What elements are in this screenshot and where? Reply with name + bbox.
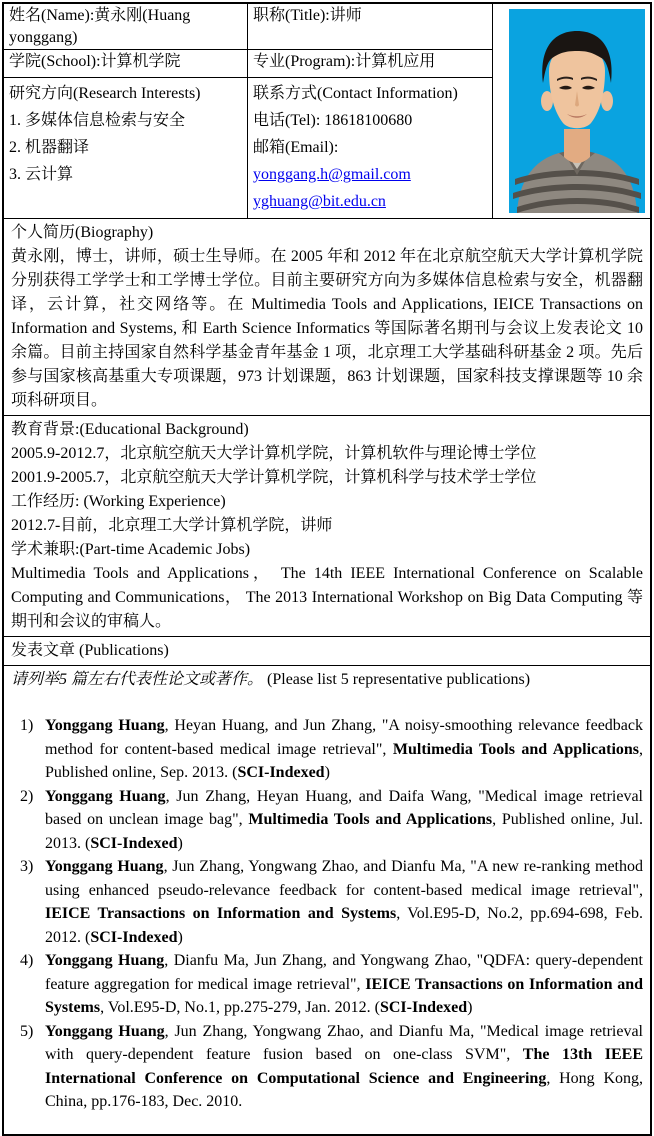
profile-photo	[509, 9, 645, 213]
email-link[interactable]: yghuang@bit.edu.cn	[253, 193, 386, 210]
publication-number: 3)	[20, 858, 34, 875]
research-items	[9, 107, 242, 188]
school-text: 学院(School):计算机学院	[9, 53, 181, 70]
contact-cell	[248, 78, 493, 218]
profile-table	[4, 4, 650, 218]
title-cell	[248, 4, 493, 50]
contact-email-label: 邮箱(Email):	[253, 139, 339, 156]
publication-number: 4)	[20, 952, 34, 969]
name-cell	[4, 4, 248, 50]
background-lines	[11, 418, 643, 634]
contact-tel: 电话(Tel): 18618100680	[253, 112, 413, 129]
contact-header: 联系方式(Contact Information)	[253, 85, 458, 102]
background-line: 学术兼职:(Part-time Academic Jobs)	[11, 541, 251, 558]
research-header: 研究方向(Research Interests)	[9, 85, 201, 102]
publications-section	[4, 665, 650, 1134]
biography-header: 个人简历(Biography)	[11, 224, 154, 241]
photo-cell	[493, 4, 650, 218]
background-section	[4, 415, 650, 636]
publications-intro-english: (Please list 5 representative publications)	[263, 671, 531, 688]
publication-item: 2) Yonggang Huang, Jun Zhang, Heyan Huang, and Daifa Wang, "Medical image retrieval based on unclean image bag", Multimedia Tools and Applications, Published online, Jul. 2013. (SCI-Indexed)	[11, 785, 643, 856]
research-item: 2. 机器翻译	[9, 139, 90, 156]
biography-text: 黄永刚，博士，讲师，硕士生导师。在 2005 年和 2012 年在北京航空航天大学计算机学院分别获得工学学士和工学博士学位。目前主要研究方向为多媒体信息检索与安全，机器翻译，云计算，社交网络等。在 Multimedia Tools and Applications, IEICE Transactions on Information and Systems, 和 Earth Science Informatics 等国际著名期刊与会议上发表论文 10 余篇。目前主持国家自然科学基金青年基金 1 项，北京理工大学基础科研基金 2 项。先后参与国家核高基重大专项课题，973 计划课题，863 计划课题，国家科技支撑课题等 10 余项科研项目。	[11, 248, 643, 409]
background-line: 工作经历: (Working Experience)	[11, 493, 226, 510]
background-line: 教育背景:(Educational Background)	[11, 421, 249, 438]
publication-number: 1)	[20, 717, 34, 734]
publications-list	[11, 714, 643, 1114]
title-text: 职称(Title):讲师	[253, 7, 362, 24]
email-link[interactable]: yonggang.h@gmail.com	[253, 166, 411, 183]
program-text: 专业(Program):计算机应用	[253, 53, 436, 70]
publications-header-row	[4, 636, 650, 665]
research-item: 3. 云计算	[9, 166, 74, 183]
publication-item: 5) Yonggang Huang, Jun Zhang, Yongwang Zhao, and Dianfu Ma, "Medical image retrieval with query-dependent feature fusion based on one-class SVM", The 13th IEEE International Conference on Computational Science and Engineering, Hong Kong, China, pp.176-183, Dec. 2010.	[11, 1020, 643, 1114]
publications-intro-chinese: 请列举5 篇左右代表性论文或著作。	[11, 671, 264, 688]
school-cell	[4, 50, 248, 78]
name-text: 姓名(Name):黄永刚(Huang yonggang)	[9, 7, 191, 46]
background-line: 2005.9-2012.7，北京航空航天大学计算机学院，计算机软件与理论博士学位	[11, 445, 537, 462]
publication-item: 1) Yonggang Huang, Heyan Huang, and Jun Zhang, "A noisy-smoothing relevance feedback method for content-based medical image retrieval", Multimedia Tools and Applications, Published online, Sep. 2013. (SCI-Indexed)	[11, 714, 643, 785]
publication-number: 5)	[20, 1022, 34, 1040]
background-line: 2001.9-2005.7，北京航空航天大学计算机学院，计算机科学与技术学士学位	[11, 469, 537, 486]
publications-header: 发表文章 (Publications)	[11, 642, 169, 659]
cv-sheet	[2, 2, 652, 1136]
publication-item: 3) Yonggang Huang, Jun Zhang, Yongwang Zhao, and Dianfu Ma, "A new re-ranking method using enhanced pseudo-relevance feedback for content-based medical image retrieval", IEICE Transactions on Information and Systems, Vol.E95-D, No.2, pp.694-698, Feb. 2012. (SCI-Indexed)	[11, 855, 643, 949]
research-item: 1. 多媒体信息检索与安全	[9, 112, 186, 129]
background-line: Multimedia Tools and Applications， The 14th IEEE International Conference on Scalable Computing and Communications， The 2013 International Workshop on Big Data Computing 等期刊和会议的审稿人。	[11, 565, 643, 630]
background-line: 2012.7-目前，北京理工大学计算机学院，讲师	[11, 517, 333, 534]
publication-number: 2)	[20, 787, 34, 805]
publications-intro	[11, 668, 643, 692]
biography-section	[4, 218, 650, 415]
research-cell	[4, 78, 248, 218]
publication-item: 4) Yonggang Huang, Dianfu Ma, Jun Zhang, and Yongwang Zhao, "QDFA: query-dependent feature aggregation for medical image retrieval", IEICE Transactions on Information and Systems, Vol.E95-D, No.1, pp.275-279, Jan. 2012. (SCI-Indexed)	[11, 949, 643, 1020]
program-cell	[248, 50, 493, 78]
email-links	[253, 161, 487, 215]
